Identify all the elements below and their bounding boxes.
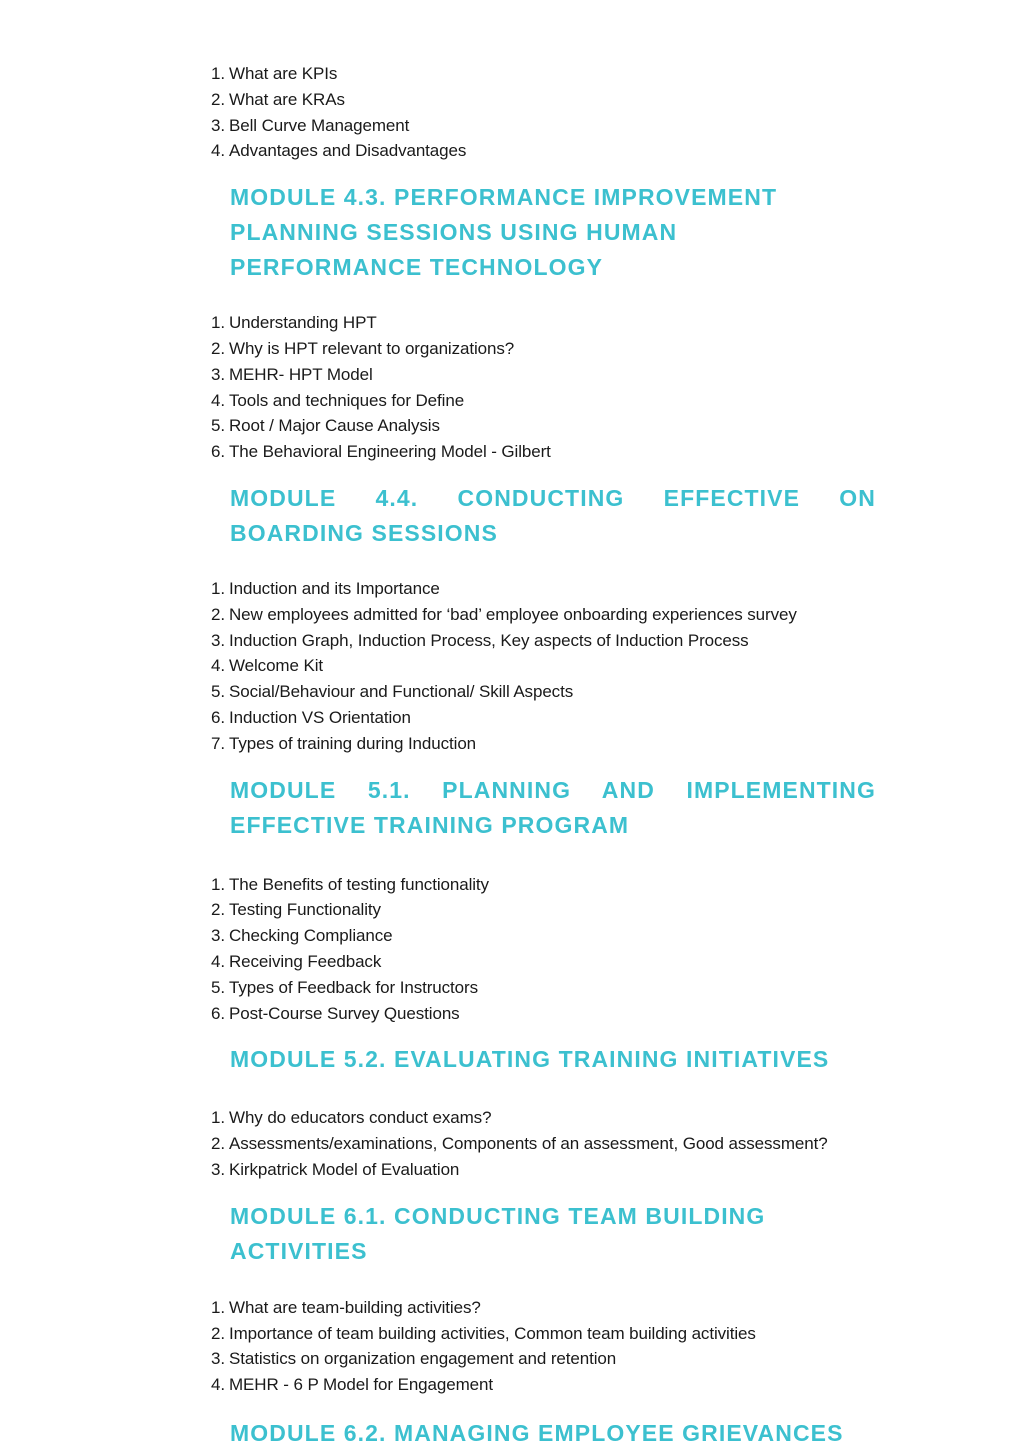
section-heading: MODULE 4.3. PERFORMANCE IMPROVEMENT PLANNING SESSIONS USING HUMAN PERFORMANCE TECHNOLOGY [230,184,778,281]
module-topic-list [211,1105,876,1182]
section-heading: MODULE 5.1. PLANNING AND IMPLEMENTING EFFECTIVE TRAINING PROGRAM [230,776,876,838]
list-item: 1. Why do educators conduct exams? [211,1108,492,1128]
list-item: 2. Why is HPT relevant to organizations? [211,338,515,358]
list-item: 1. Understanding HPT [211,313,377,333]
module-outline [211,61,876,1451]
list-item: 3. Induction Graph, Induction Process, Key aspects of Induction Process [211,630,749,650]
list-item: 2. Testing Functionality [211,900,381,920]
list-item: 3. Checking Compliance [211,926,393,946]
section-heading: MODULE 6.1. CONDUCTING TEAM BUILDING ACTIVITIES [230,1202,766,1264]
list-item: 6. Induction VS Orientation [211,707,411,727]
list-item: 6. Post-Course Survey Questions [211,1003,460,1023]
list-item: 2. Importance of team building activities, Common team building activities [211,1323,756,1343]
list-item: 7. Types of training during Induction [211,733,477,753]
module-topic-list [211,310,876,465]
list-item: 3. MEHR- HPT Model [211,364,373,384]
list-item: 4. Tools and techniques for Define [211,390,465,410]
section-heading: MODULE 5.2. EVALUATING TRAINING INITIATIVES [230,1046,830,1073]
list-item: 5. Root / Major Cause Analysis [211,416,440,436]
section-heading: MODULE 6.2. MANAGING EMPLOYEE GRIEVANCES [230,1419,844,1446]
section-heading: MODULE 4.4. CONDUCTING EFFECTIVE ON BOARDING SESSIONS [230,484,876,546]
module-topic-list [211,1295,876,1398]
list-item: 3. Bell Curve Management [211,115,410,135]
list-item: 1. The Benefits of testing functionality [211,874,489,894]
list-item: 4. Welcome Kit [211,656,324,676]
list-item: 1. What are KPIs [211,64,338,83]
list-item: 5. Types of Feedback for Instructors [211,977,478,997]
list-item: 3. Statistics on organization engagement and retention [211,1349,617,1369]
list-item: 4. Advantages and Disadvantages [211,141,467,161]
list-item: 4. MEHR - 6 P Model for Engagement [211,1375,493,1395]
list-item: 2. New employees admitted for ‘bad’ employee onboarding experiences survey [211,604,797,624]
list-item: 1. What are team-building activities? [211,1297,481,1317]
list-item: 1. Induction and its Importance [211,578,440,598]
list-item: 2. Assessments/examinations, Components of an assessment, Good assessment? [211,1134,828,1154]
list-item: 2. What are KRAs [211,89,345,109]
list-item: 4. Receiving Feedback [211,951,382,971]
module-topic-list [211,61,876,164]
module-topic-list [211,576,876,757]
list-item: 5. Social/Behaviour and Functional/ Skill Aspects [211,682,574,702]
list-item: 6. The Behavioral Engineering Model - Gilbert [211,442,551,462]
module-topic-list [211,872,876,1027]
list-item: 3. Kirkpatrick Model of Evaluation [211,1159,460,1179]
